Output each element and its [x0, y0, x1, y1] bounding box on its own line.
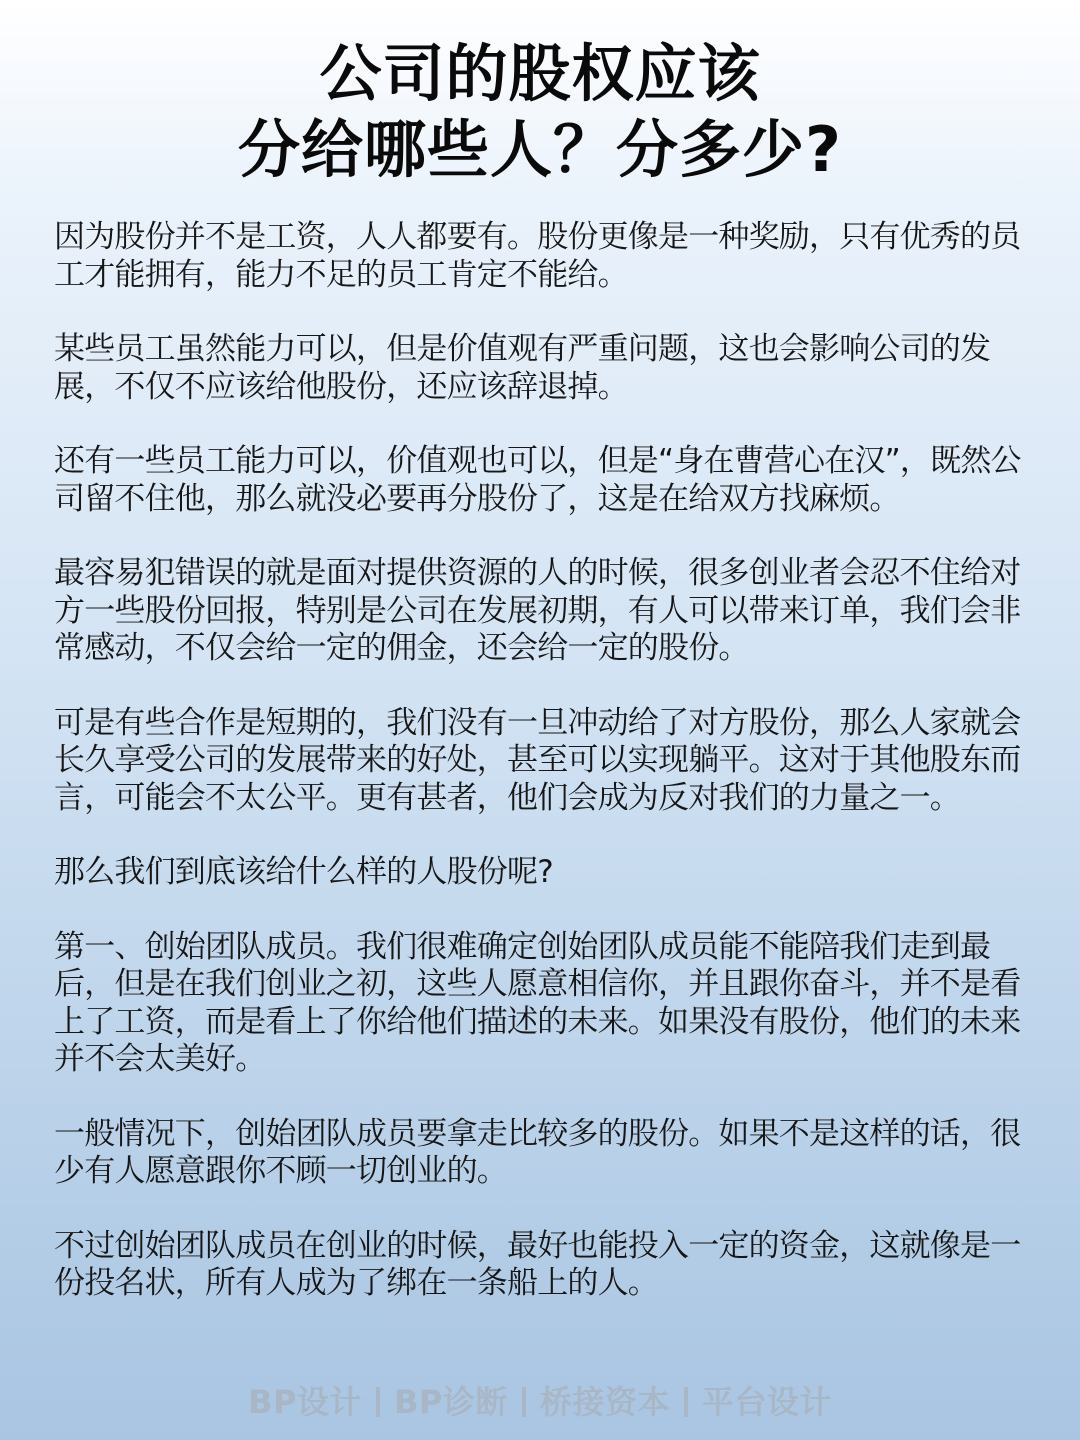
- footer-item-bp-diagnosis: BP诊断: [393, 1383, 508, 1421]
- paragraph-8: 一般情况下，创始团队成员要拿走比较多的股份。如果不是这样的话，很少有人愿意跟你不顾一切创业的。: [54, 1115, 1021, 1189]
- paragraph-5: 可是有些合作是短期的，我们没有一旦冲动给了对方股份，那么人家就会长久享受公司的发展带来的好处，甚至可以实现躺平。这对于其他股东而言，可能会不太公平。更有甚者，他们会成为反对我们的力量之一。: [54, 704, 1021, 816]
- footer-item-platform-design: 平台设计: [701, 1383, 832, 1421]
- footer-item-bridge-capital: 桥接资本: [539, 1383, 670, 1421]
- paragraph-4: 最容易犯错误的就是面对提供资源的人的时候，很多创业者会忍不住给对方一些股份回报，特别是公司在发展初期，有人可以带来订单，我们会非常感动，不仅会给一定的佣金，还会给一定的股份。: [54, 555, 1021, 666]
- paragraph-7: 第一、创始团队成员。我们很难确定创始团队成员能不能陪我们走到最后，但是在我们创业之初，这些人愿意相信你，并且跟你奋斗，并不是看上了工资，而是看上了你给他们描述的未来。如果没有股份，他们的未来并不会太美好。: [54, 928, 1021, 1077]
- paragraph-2: 某些员工虽然能力可以，但是价值观有严重问题，这也会影响公司的发展，不仅不应该给他股份，还应该辞退掉。: [54, 331, 991, 405]
- footer-separator: [376, 1387, 380, 1417]
- title-line-1: 公司的股权应该: [319, 37, 761, 110]
- paragraph-6: 那么我们到底该给什么样的人股份呢?: [54, 854, 553, 890]
- footer-separator: [684, 1387, 688, 1417]
- title-line-2: 分给哪些人？分多少?: [238, 113, 842, 186]
- paragraph-3: 还有一些员工能力可以，价值观也可以，但是“身在曹营心在汉”，既然公司留不住他，那么就没必要再分股份了，这是在给双方找麻烦。: [54, 443, 1021, 517]
- footer-item-bp-design: BP设计: [248, 1383, 362, 1421]
- paragraph-1: 因为股份并不是工资，人人都要有。股份更像是一种奖励，只有优秀的员工才能拥有，能力不足的员工肯定不能给。: [54, 219, 1021, 293]
- article-body: [54, 219, 1030, 1340]
- footer-tagline: [0, 1380, 1080, 1424]
- footer-separator: [522, 1387, 526, 1417]
- paragraph-9: 不过创始团队成员在创业的时候，最好也能投入一定的资金，这就像是一份投名状，所有人成为了绑在一条船上的人。: [54, 1227, 1021, 1301]
- page-title: [0, 36, 1080, 188]
